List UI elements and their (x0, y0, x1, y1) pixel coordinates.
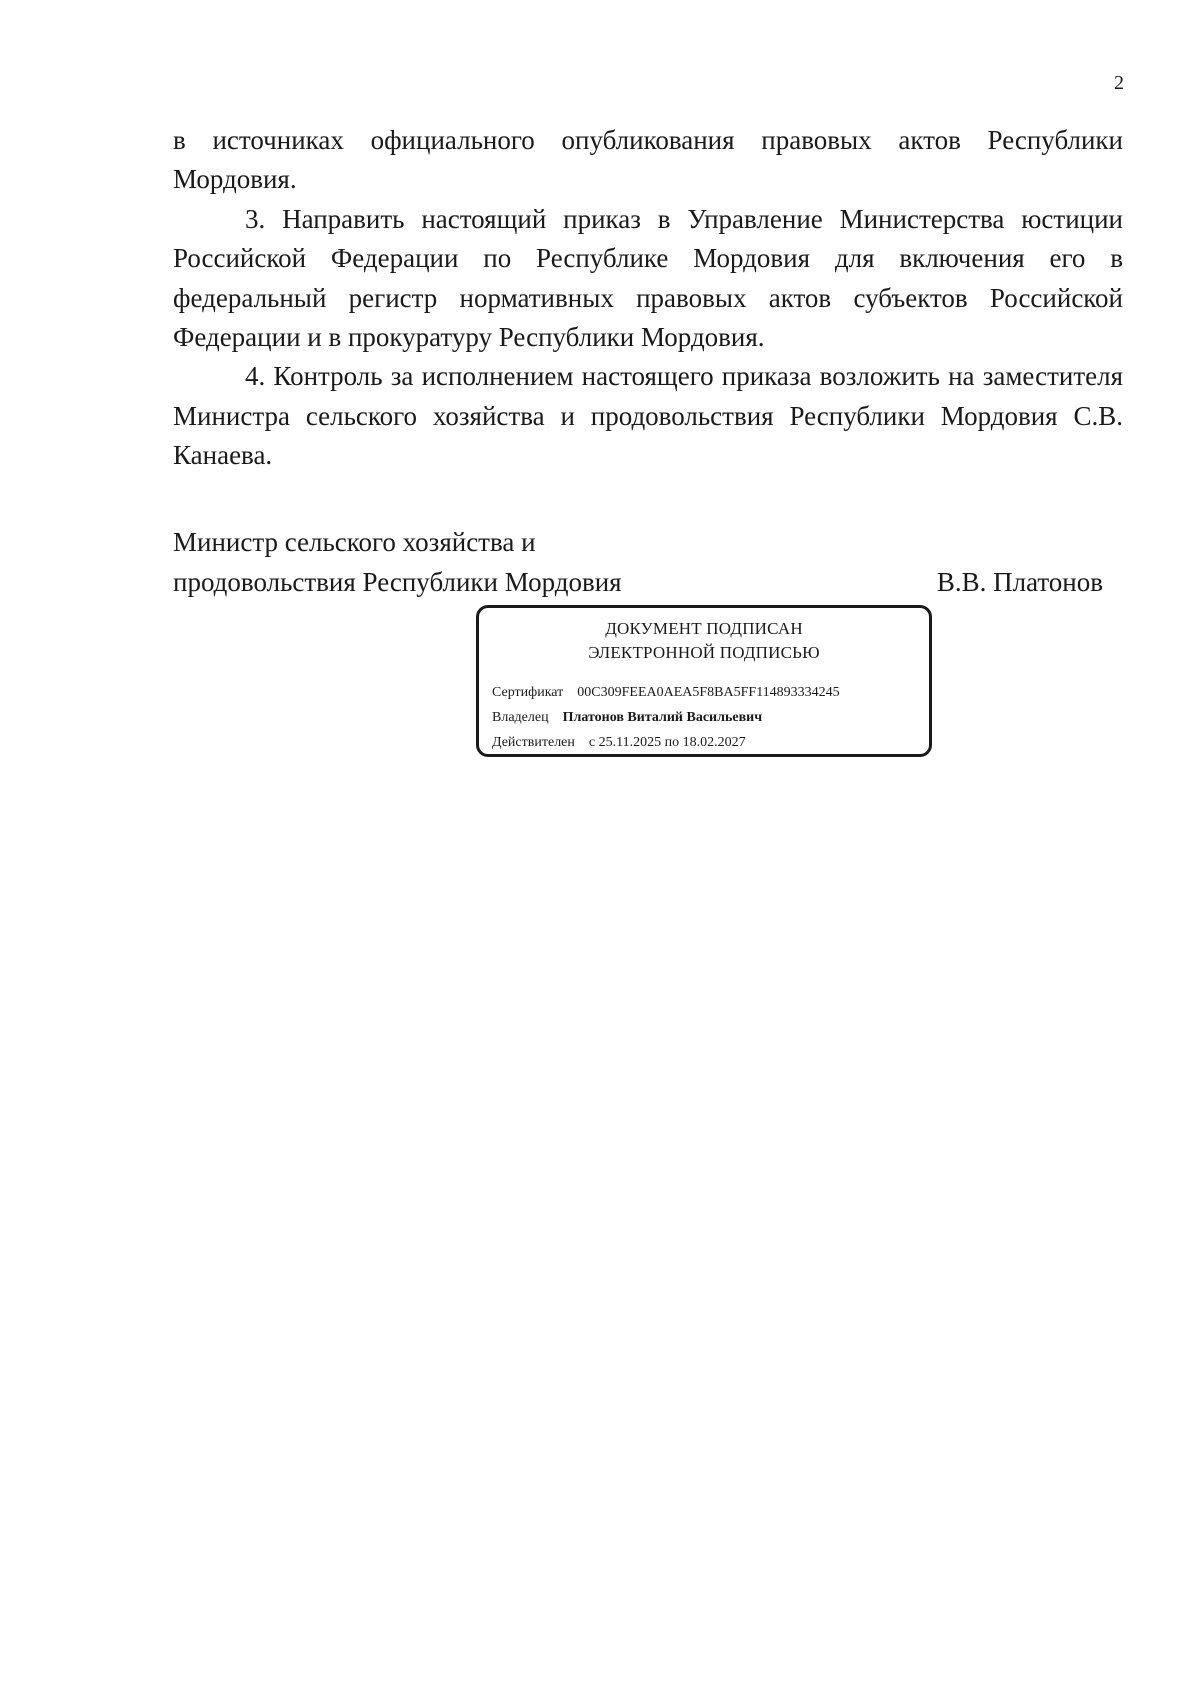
stamp-details (492, 680, 840, 755)
document-body (173, 121, 1123, 476)
stamp-heading-line2: ЭЛЕКТРОННОЙ ПОДПИСЬЮ (588, 643, 820, 662)
stamp-owner-row (492, 705, 840, 730)
signer-position-line2: продовольствия Республики Мордовия (173, 567, 622, 597)
signer-position-line1: Министр сельского хозяйства и (173, 527, 536, 557)
stamp-heading (479, 617, 929, 665)
signature-block (173, 522, 1103, 602)
stamp-valid-row (492, 730, 840, 755)
stamp-certificate-row (492, 680, 840, 705)
stamp-valid-label: Действителен (492, 735, 575, 750)
paragraph-4-control: 4. Контроль за исполнением настоящего приказа возложить на заместителя Министра сельского хозяйства и продовольствия Республики Мордовия С.В. Канаева. (173, 361, 1123, 471)
stamp-certificate-label: Сертификат (492, 685, 564, 700)
paragraph-publication: в источниках официального опубликования правовых актов Республики Мордовия. (173, 125, 1123, 195)
stamp-heading-line1: ДОКУМЕНТ ПОДПИСАН (605, 619, 803, 638)
electronic-signature-stamp (476, 605, 932, 757)
stamp-certificate-value: 00C309FEEA0AEA5F8BA5FF114893334245 (577, 685, 840, 700)
stamp-valid-value: с 25.11.2025 по 18.02.2027 (588, 735, 746, 750)
page-number: 2 (1114, 72, 1124, 94)
signer-name: В.В. Платонов (936, 567, 1103, 597)
stamp-owner-value: Платонов Виталий Васильевич (562, 710, 763, 725)
stamp-owner-label: Владелец (492, 710, 549, 725)
paragraph-3-registration: 3. Направить настоящий приказ в Управление Министерства юстиции Российской Федерации по Республике Мордовия для включения его в федеральный регистр нормативных правовых актов субъектов Российской Федерации и в прокуратуру Республики Мордовия. (173, 203, 1123, 353)
